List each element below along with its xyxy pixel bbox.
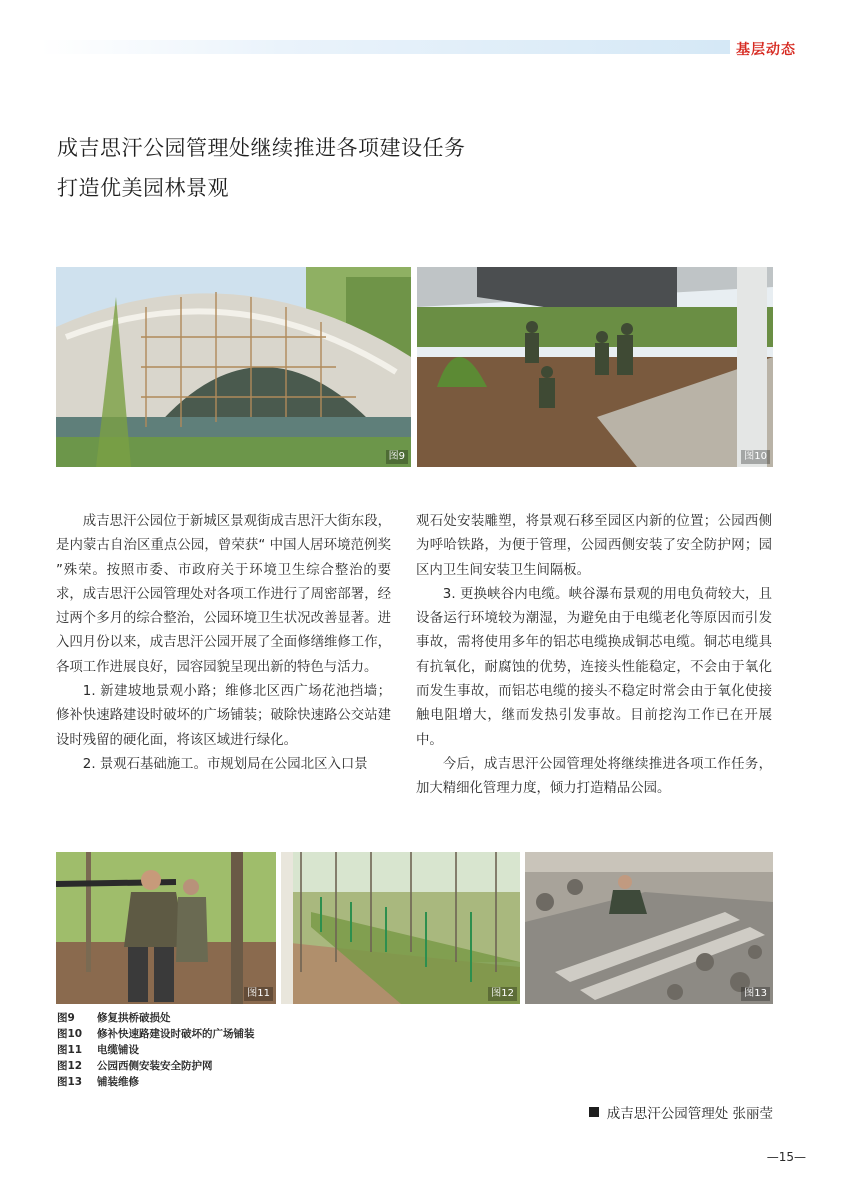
paragraph: 1. 新建坡地景观小路；维修北区西广场花池挡墙；修补快速路建设时破坏的广场铺装；破除快速路公交站建设时残留的硬化面，将该区域进行绿化。	[56, 684, 391, 748]
paragraph: 今后，成吉思汗公园管理处将继续推进各项工作任务，加大精细化管理力度，倾力打造精品公园。	[416, 756, 772, 797]
article-title-line2: 打造优美园林景观	[57, 176, 229, 200]
caption-number: 图11	[57, 1044, 83, 1056]
caption-row	[57, 1042, 255, 1058]
header-band	[40, 40, 730, 54]
page-number: —15—	[766, 1150, 806, 1164]
caption-number: 图10	[57, 1028, 83, 1040]
article-body-right	[416, 510, 772, 802]
photo-tag: 图9	[386, 450, 408, 464]
photo-tag: 图13	[741, 987, 770, 1001]
photo-plaza-paving-repair	[417, 267, 773, 467]
caption-text: 铺装维修	[97, 1076, 139, 1088]
section-label: 基层动态	[736, 42, 796, 58]
article-title-line1: 成吉思汗公园管理处继续推进各项建设任务	[57, 136, 466, 160]
caption-row	[57, 1058, 255, 1074]
photo-safety-fence	[281, 852, 520, 1004]
photo-tag: 图10	[741, 450, 770, 464]
caption-text: 电缆铺设	[97, 1044, 139, 1056]
photo-tag: 图12	[488, 987, 517, 1001]
caption-row	[57, 1074, 255, 1090]
photo-cable-laying	[56, 852, 276, 1004]
caption-row	[57, 1026, 255, 1042]
caption-text: 修复拱桥破损处	[97, 1012, 171, 1024]
caption-number: 图13	[57, 1076, 83, 1088]
paragraph: 3. 更换峡谷内电缆。峡谷瀑布景观的用电负荷较大，且设备运行环境较为潮湿，为避免由于电缆老化等原因而引发事故，需将使用多年的铝芯电缆换成铜芯电缆。铜芯电缆具有抗氧化，耐腐蚀的优势，连接头性能稳定，不会由于氧化而发生事故，而铝芯电缆的接头不稳定时常会由于氧化使接触电阻增大，继而发热引发事故。目前挖沟工作已在开展中。	[416, 586, 772, 748]
photo-tag: 图11	[244, 987, 273, 1001]
caption-text: 公园西侧安装安全防护网	[97, 1060, 213, 1072]
caption-number: 图9	[57, 1012, 75, 1024]
paragraph: 成吉思汗公园位于新城区景观街成吉思汗大街东段，是内蒙古自治区重点公园，曾荣获“ 中国人居环境范例奖 ”殊荣。按照市委、市政府关于环境卫生综合整治的要求，成吉思汗公园管理处对各项工作进行了周密部署，经过两个多月的综合整治，公园环境卫生状况改善显著。进入四月份以来，成吉思汗公园开展了全面修缮维修工作，各项工作进展良好，园容园貌呈现出新的特色与活力。	[56, 514, 391, 675]
photo-paving-repair	[525, 852, 773, 1004]
byline-square-icon	[589, 1107, 599, 1117]
caption-row	[57, 1010, 255, 1026]
paragraph: 2. 景观石基础施工。市规划局在公园北区入口景	[82, 756, 368, 772]
header-arrow	[714, 40, 728, 54]
photo-captions	[57, 1010, 255, 1090]
photo-arch-bridge-repair	[56, 267, 411, 467]
byline-text: 成吉思汗公园管理处 张丽莹	[606, 1106, 773, 1122]
author-byline	[589, 1102, 773, 1122]
caption-text: 修补快速路建设时破坏的广场铺装	[97, 1028, 255, 1040]
paragraph: 观石处安装雕塑，将景观石移至园区内新的位置；公园西侧为呼哈铁路，为便于管理，公园西侧安装了安全防护网；园区内卫生间安装卫生间隔板。	[416, 514, 772, 578]
caption-number: 图12	[57, 1060, 83, 1072]
article-body-left	[56, 510, 391, 777]
